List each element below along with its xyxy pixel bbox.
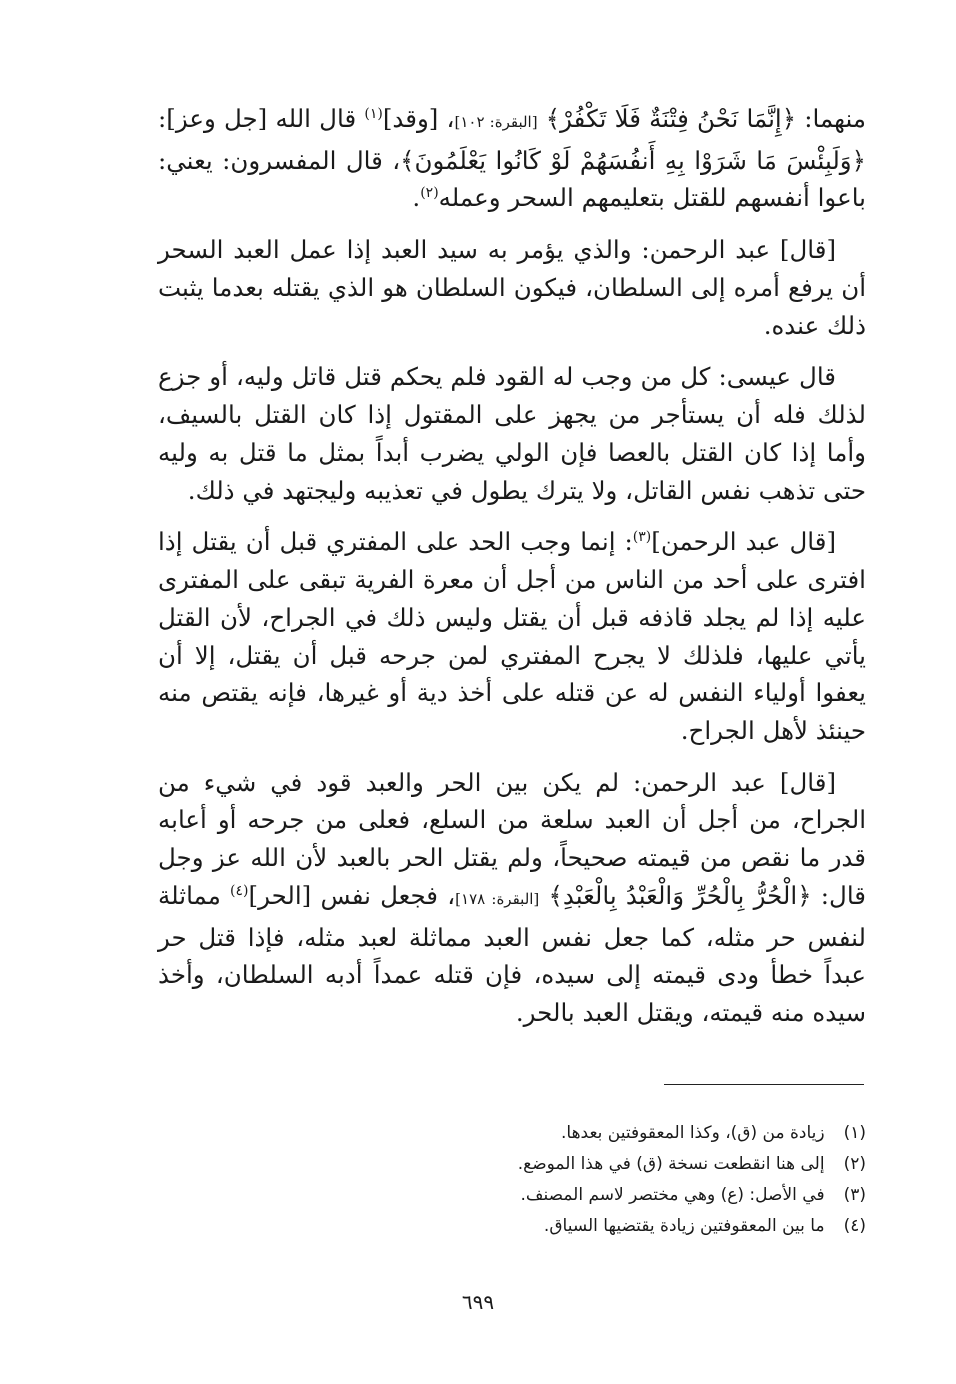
page-number: ٦٩٩ [461, 1290, 495, 1314]
text-run: مماثلة لنفس حر مثله، كما جعل نفس العبد مماثلة لعبد مثله، فإذا قتل حر عبداً خطأ ودى قيمته إلى سيده، فإن قتله عمداً أدبه السلطان، وأخذ سيده منه قيمته، ويقتل العبد بالحر. [158, 880, 866, 1028]
quran-reference: [البقرة: ١٧٨] [455, 889, 540, 908]
paragraph [158, 100, 866, 217]
paragraph [158, 231, 866, 344]
footnote-number: (٤) [843, 1216, 866, 1236]
paragraph [158, 523, 866, 749]
text-run: : إنما وجب الحد على المفتري قبل أن يقتل إذا افترى على أحد من الناس من أجل أن معرة الفرية تبقى على المفترى عليه إذا لم يجلد قاذفه قبل أن يقتل وليس ذلك في الجراح، لأن القتل يأتي عليها، فلذلك لا يجرح المفتري لمن جرحه قبل أن يقتل، إلا أن يعفوا أولياء النفس له عن قتله على أخذ دية أو غيرها، فإنه يقتص منه حينئذ لأهل الجراح. [158, 527, 866, 746]
footnote-number: (٣) [843, 1185, 866, 1205]
text-run: منهما: ﴿إِنَّمَا نَحْنُ فِتْنَةٌ فَلَا تَكْفُرْ﴾ [537, 104, 866, 133]
footnote-text: في الأصل: (ع) وهي مختصر لاسم المصنف. [520, 1185, 825, 1205]
paragraph [158, 358, 866, 509]
footnote [158, 1118, 866, 1149]
footnote-marker: (٣) [632, 529, 652, 546]
footnote-text: ما بين المعقوفتين زيادة يقتضيها السياق. [543, 1216, 825, 1236]
footnotes [158, 1118, 866, 1242]
main-text-body [158, 100, 866, 1046]
footnote-marker: (٤) [230, 882, 249, 899]
text-run: . [412, 183, 421, 213]
footnote-text: إلى هنا انقطعت نسخة (ق) في هذا الموضع. [517, 1154, 825, 1174]
text-run: [قال] عبد الرحمن: والذي يؤمر به سيد العبد إذا عمل العبد السحر أن يرفع أمره إلى السلطان، فيكون السلطان هو الذي يقتله بعدما يثبت ذلك عنده. [158, 235, 866, 340]
text-run: ، فجعل نفس [الحر] [248, 880, 456, 910]
footnote-number: (٢) [843, 1154, 866, 1174]
footnote-marker: (١) [364, 105, 383, 122]
footnote-text: زيادة من (ق)، وكذا المعقوفتين بعدها. [560, 1123, 825, 1143]
quran-reference: [البقرة: ١٠٢] [454, 113, 538, 131]
footnote-separator [664, 1084, 864, 1085]
text-run: [قال] عبد الرحمن: لم يكن بين الحر والعبد قود في شيء من الجراح، من أجل أن العبد سلعة من السلع، فعلى من جرحه أو أعابه قدر ما نقص من قيمته صحيحاً، ولم يقتل الحر بالعبد لأن الله عز وجل قال: ﴿الْحُرُّ بِالْحُرِّ وَالْعَبْدُ بِالْعَبْدِ﴾ [158, 767, 866, 910]
text-run: [قال عبد الرحمن] [651, 527, 836, 557]
text-run: قال عيسى: كل من وجب له القود فلم يحكم قتل قاتل وليه، أو جزع لذلك فله أن يستأجر من يجهز على المقتول إذا كان القتل بالسيف، وأما إذا كان القتل بالعصا فإن الولي يضرب أبداً بمثل ما قتل به وليه حتى تذهب نفس القاتل، ولا يترك يطول في تعذيبه وليجتهد في ذلك. [158, 362, 866, 505]
paragraph [158, 764, 866, 1032]
footnote [158, 1211, 866, 1242]
text-run: ، [وقد] [382, 104, 455, 133]
text-run: قال الله [جل وعز]: ﴿وَلَبِئْسَ مَا شَرَوْا بِهِ أَنفُسَهُمْ لَوْ كَانُوا يَعْلَمُونَ﴾، قال المفسرون: يعني: باعوا أنفسهم للقتل بتعليمهم السحر وعمله [158, 104, 866, 213]
footnote [158, 1149, 866, 1180]
footnote-number: (١) [843, 1123, 866, 1143]
footnote-marker: (٢) [420, 185, 439, 202]
footnote [158, 1180, 866, 1211]
